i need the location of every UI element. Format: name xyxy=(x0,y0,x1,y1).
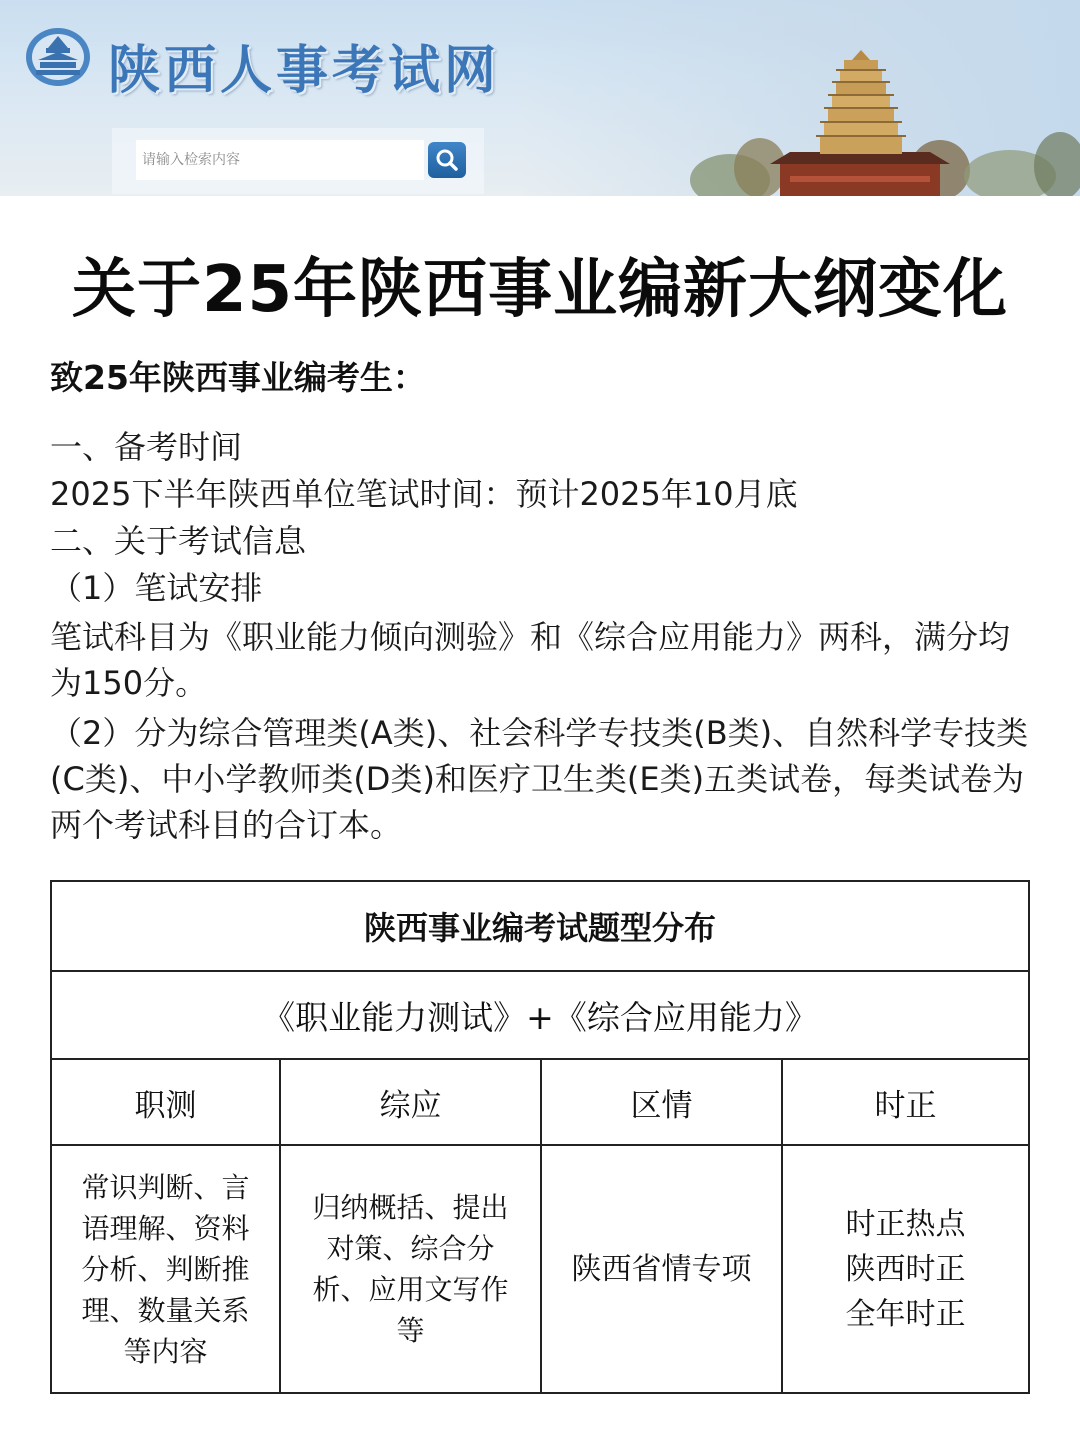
search-icon xyxy=(434,147,460,173)
table-caption: 陕西事业编考试题型分布 xyxy=(52,882,1028,972)
exam-categories-text: （2）分为综合管理类(A类)、社会科学专技类(B类)、自然科学专技类(C类)、中小学教师类(D类)和医疗卫生类(E类)五类试卷，每类试卷为两个考试科目的合订本。 xyxy=(50,714,1029,844)
subheading-written-exam: （1）笔试安排 xyxy=(50,569,263,607)
table-header-cell: 职测 xyxy=(52,1060,281,1146)
table-cell xyxy=(783,1146,1028,1392)
exam-structure-table xyxy=(50,880,1030,1394)
section-heading-exam-info: 二、关于考试信息 xyxy=(50,522,307,560)
site-title[interactable]: 陕西人事考试网 xyxy=(108,41,501,101)
table-header-cell: 区情 xyxy=(542,1060,783,1146)
search-input[interactable] xyxy=(136,140,424,180)
table-header-cell: 综应 xyxy=(281,1060,542,1146)
pagoda-scenery-image xyxy=(690,50,1080,196)
table-header-cell: 时正 xyxy=(783,1060,1028,1146)
table-cell xyxy=(542,1146,783,1392)
article-title: 关于25年陕西事业编新大纲变化 xyxy=(71,253,1009,327)
table-cell-text: 时正热点 陕西时正 全年时正 xyxy=(845,1206,966,1332)
salutation: 致25年陕西事业编考生： xyxy=(50,358,426,397)
table-cell-text: 常识判断、言语理解、资料分析、判断推理、数量关系等内容 xyxy=(81,1170,250,1368)
table-subtitle: 《职业能力测试》+《综合应用能力》 xyxy=(52,972,1028,1060)
table-cell xyxy=(52,1146,281,1392)
site-banner xyxy=(0,0,1080,196)
section-heading-prep-time: 一、备考时间 xyxy=(50,428,243,466)
search-button[interactable] xyxy=(428,142,466,178)
table-cell-text: 陕西省情专项 xyxy=(571,1251,752,1287)
exam-subjects-text: 笔试科目为《职业能力倾向测验》和《综合应用能力》两科，满分均为150分。 xyxy=(50,618,1011,702)
table-cell xyxy=(281,1146,542,1392)
exam-date-text: 2025下半年陕西单位笔试时间：预计2025年10月底 xyxy=(50,475,798,513)
pagoda-emblem-icon[interactable] xyxy=(24,26,92,88)
table-cell-text: 归纳概括、提出对策、综合分析、应用文写作等 xyxy=(312,1191,509,1347)
